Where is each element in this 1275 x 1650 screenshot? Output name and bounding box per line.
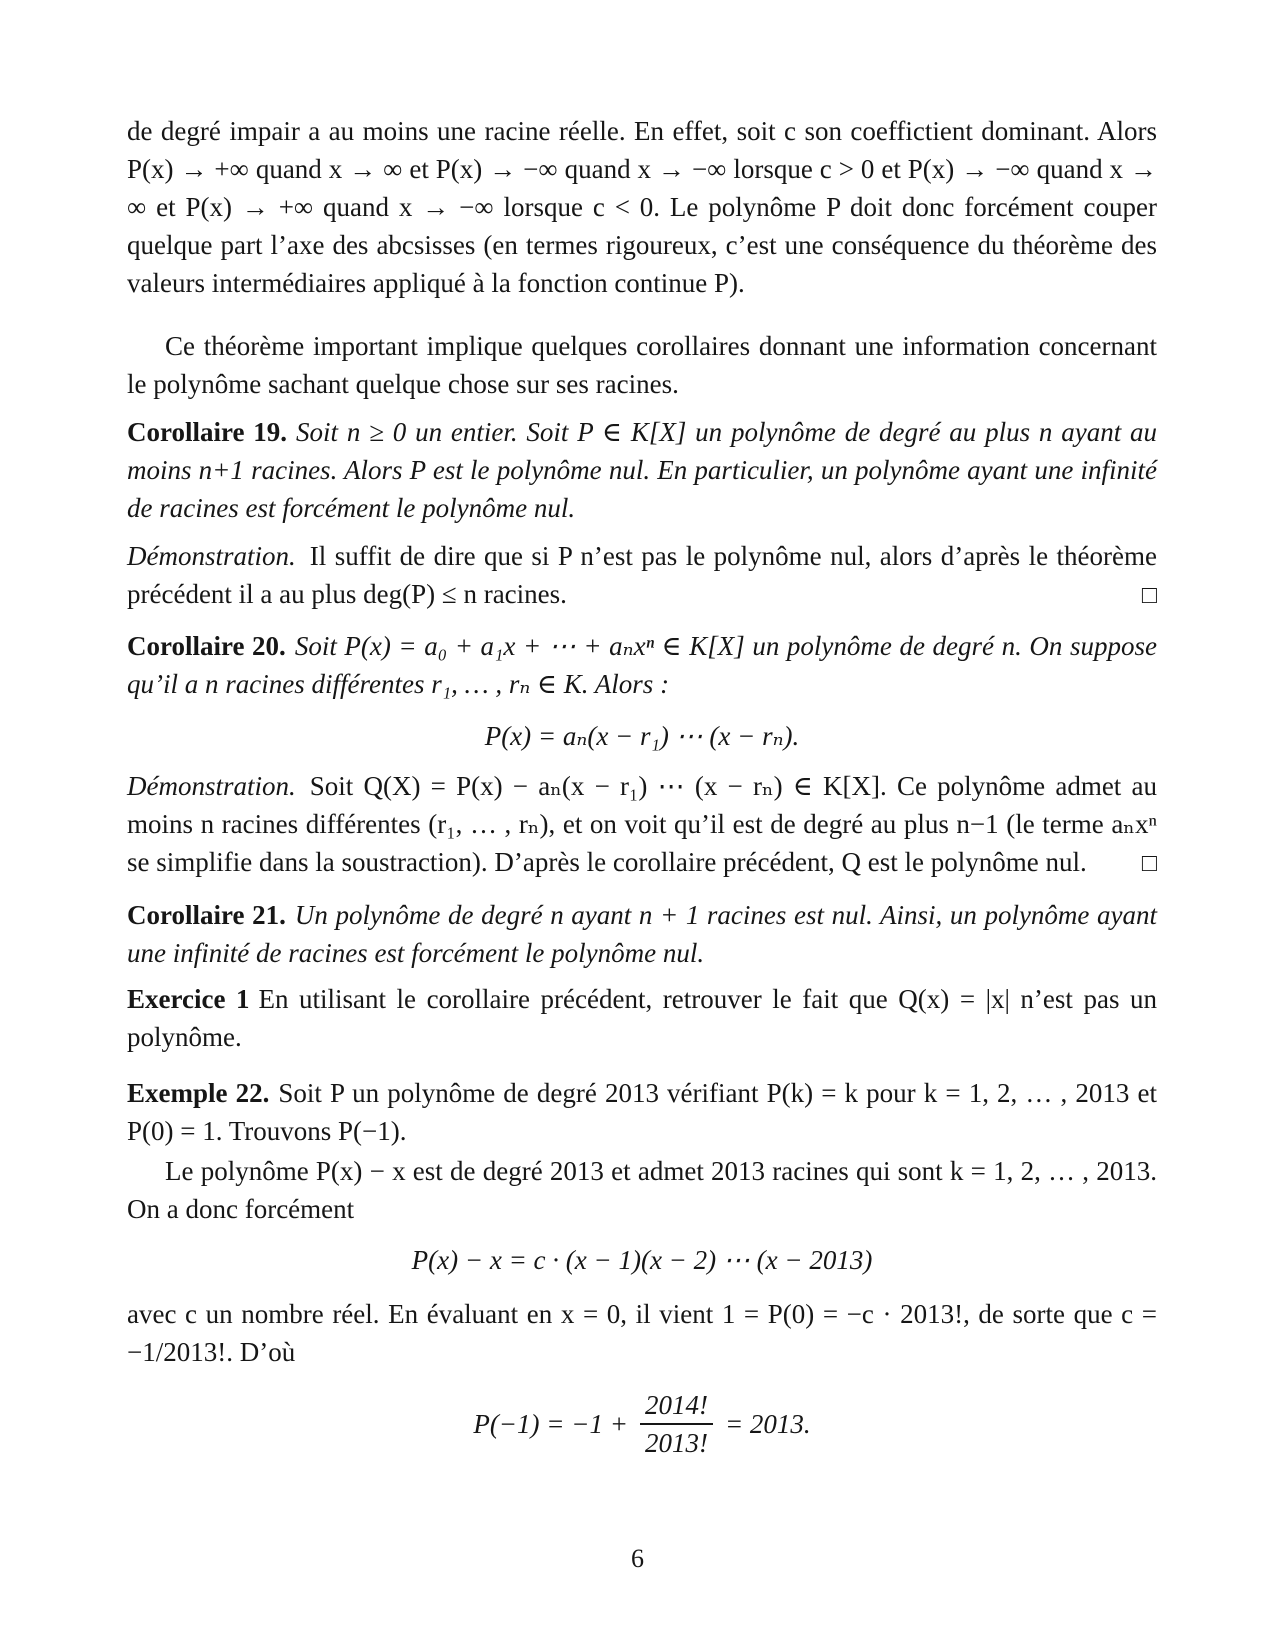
corollary-20-body: Soit P(x) = a₀ + a₁x + ⋯ + aₙxⁿ ∈ K[X] un polynôme de degré n. On suppose qu’il a n racines différentes r₁, … , rₙ ∈ K. Alors : bbox=[127, 631, 1157, 699]
fraction-numerator: 2014! bbox=[640, 1387, 713, 1425]
exercise-1-body: En utilisant le corollaire précédent, retrouver le fait que Q(x) = |x| n’est pas un polynôme. bbox=[127, 984, 1157, 1052]
proof-20-heading: Démonstration. bbox=[127, 771, 296, 801]
paragraph-theorem-remark: Ce théorème important implique quelques corollaires donnant une information concernant le polynôme sachant quelque chose sur ses racines. bbox=[127, 331, 1157, 399]
paragraph-intro: de degré impair a au moins une racine réelle. En effet, soit c son coeffictient dominant. Alors P(x) → +∞ quand x → ∞ et P(x) → −∞ quand x → −∞ lorsque c > 0 et P(x) → −∞ quand x → ∞ et P(x) → +∞ quand x → −∞ lorsque c < 0. Le polynôme P doit donc forcément couper quelque part l’axe des abcsisses (en termes rigoureux, c’est une conséquence du théorème des valeurs intermédiaires appliqué à la fonction continue P). bbox=[127, 116, 1157, 298]
corollary-21-heading: Corollaire 21. bbox=[127, 900, 286, 930]
exercise-1 bbox=[127, 980, 1157, 1056]
proof-corollary-20 bbox=[127, 767, 1157, 881]
fraction-denominator: 2013! bbox=[644, 1428, 708, 1458]
equation-final-result bbox=[127, 1387, 1157, 1461]
equation-factored-form: P(x) = aₙ(x − r₁) ⋯ (x − rₙ). bbox=[484, 721, 800, 751]
qed-square-icon: □ bbox=[1141, 850, 1157, 877]
corollary-19-heading: Corollaire 19. bbox=[127, 417, 288, 447]
example-22-intro: Soit P un polynôme de degré 2013 vérifiant P(k) = k pour k = 1, 2, … , 2013 et P(0) = 1. Trouvons P(−1). bbox=[127, 1078, 1157, 1146]
example-22-paragraph-3: avec c un nombre réel. En évaluant en x = 0, il vient 1 = P(0) = −c · 2013!, de sorte que c = −1/2013!. D’où bbox=[127, 1299, 1157, 1367]
example-22 bbox=[127, 1074, 1157, 1150]
qed-square-icon: □ bbox=[1141, 582, 1157, 609]
fraction bbox=[640, 1387, 713, 1461]
exercise-1-heading: Exercice 1 bbox=[127, 984, 250, 1014]
example-22-heading: Exemple 22. bbox=[127, 1078, 270, 1108]
proof-20-body: Soit Q(X) = P(x) − aₙ(x − r₁) ⋯ (x − rₙ) ∈ K[X]. Ce polynôme admet au moins n racines différentes (r₁, … , rₙ), et on voit qu’il est de degré au plus n−1 (le terme aₙxⁿ se simplifie dans la soustraction). D’après le corollaire précédent, Q est le polynôme nul. bbox=[127, 771, 1157, 877]
corollary-19-body: Soit n ≥ 0 un entier. Soit P ∈ K[X] un polynôme de degré au plus n ayant au moins n+1 racines. Alors P est le polynôme nul. En particulier, un polynôme ayant une infinité de racines est forcément le polynôme nul. bbox=[127, 417, 1157, 523]
example-22-paragraph-2: Le polynôme P(x) − x est de degré 2013 et admet 2013 racines qui sont k = 1, 2, … , 2013. On a donc forcément bbox=[127, 1156, 1157, 1224]
corollary-21-body: Un polynôme de degré n ayant n + 1 racines est nul. Ainsi, un polynôme ayant une infinité de racines est forcément le polynôme nul. bbox=[127, 900, 1158, 968]
final-equation-rhs: = 2013. bbox=[724, 1409, 811, 1439]
corollary-19 bbox=[127, 413, 1157, 527]
page-number: 6 bbox=[631, 1544, 644, 1573]
equation-product-2013: P(x) − x = c · (x − 1)(x − 2) ⋯ (x − 2013) bbox=[411, 1245, 873, 1275]
final-equation-lhs: P(−1) = −1 + bbox=[473, 1409, 628, 1439]
proof-corollary-19 bbox=[127, 537, 1157, 613]
corollary-21 bbox=[127, 896, 1157, 972]
proof-19-body: Il suffit de dire que si P n’est pas le polynôme nul, alors d’après le théorème précédent il a au plus deg(P) ≤ n racines. bbox=[127, 541, 1157, 609]
proof-19-heading: Démonstration. bbox=[127, 541, 296, 571]
corollary-20 bbox=[127, 627, 1157, 703]
corollary-20-heading: Corollaire 20. bbox=[127, 631, 286, 661]
